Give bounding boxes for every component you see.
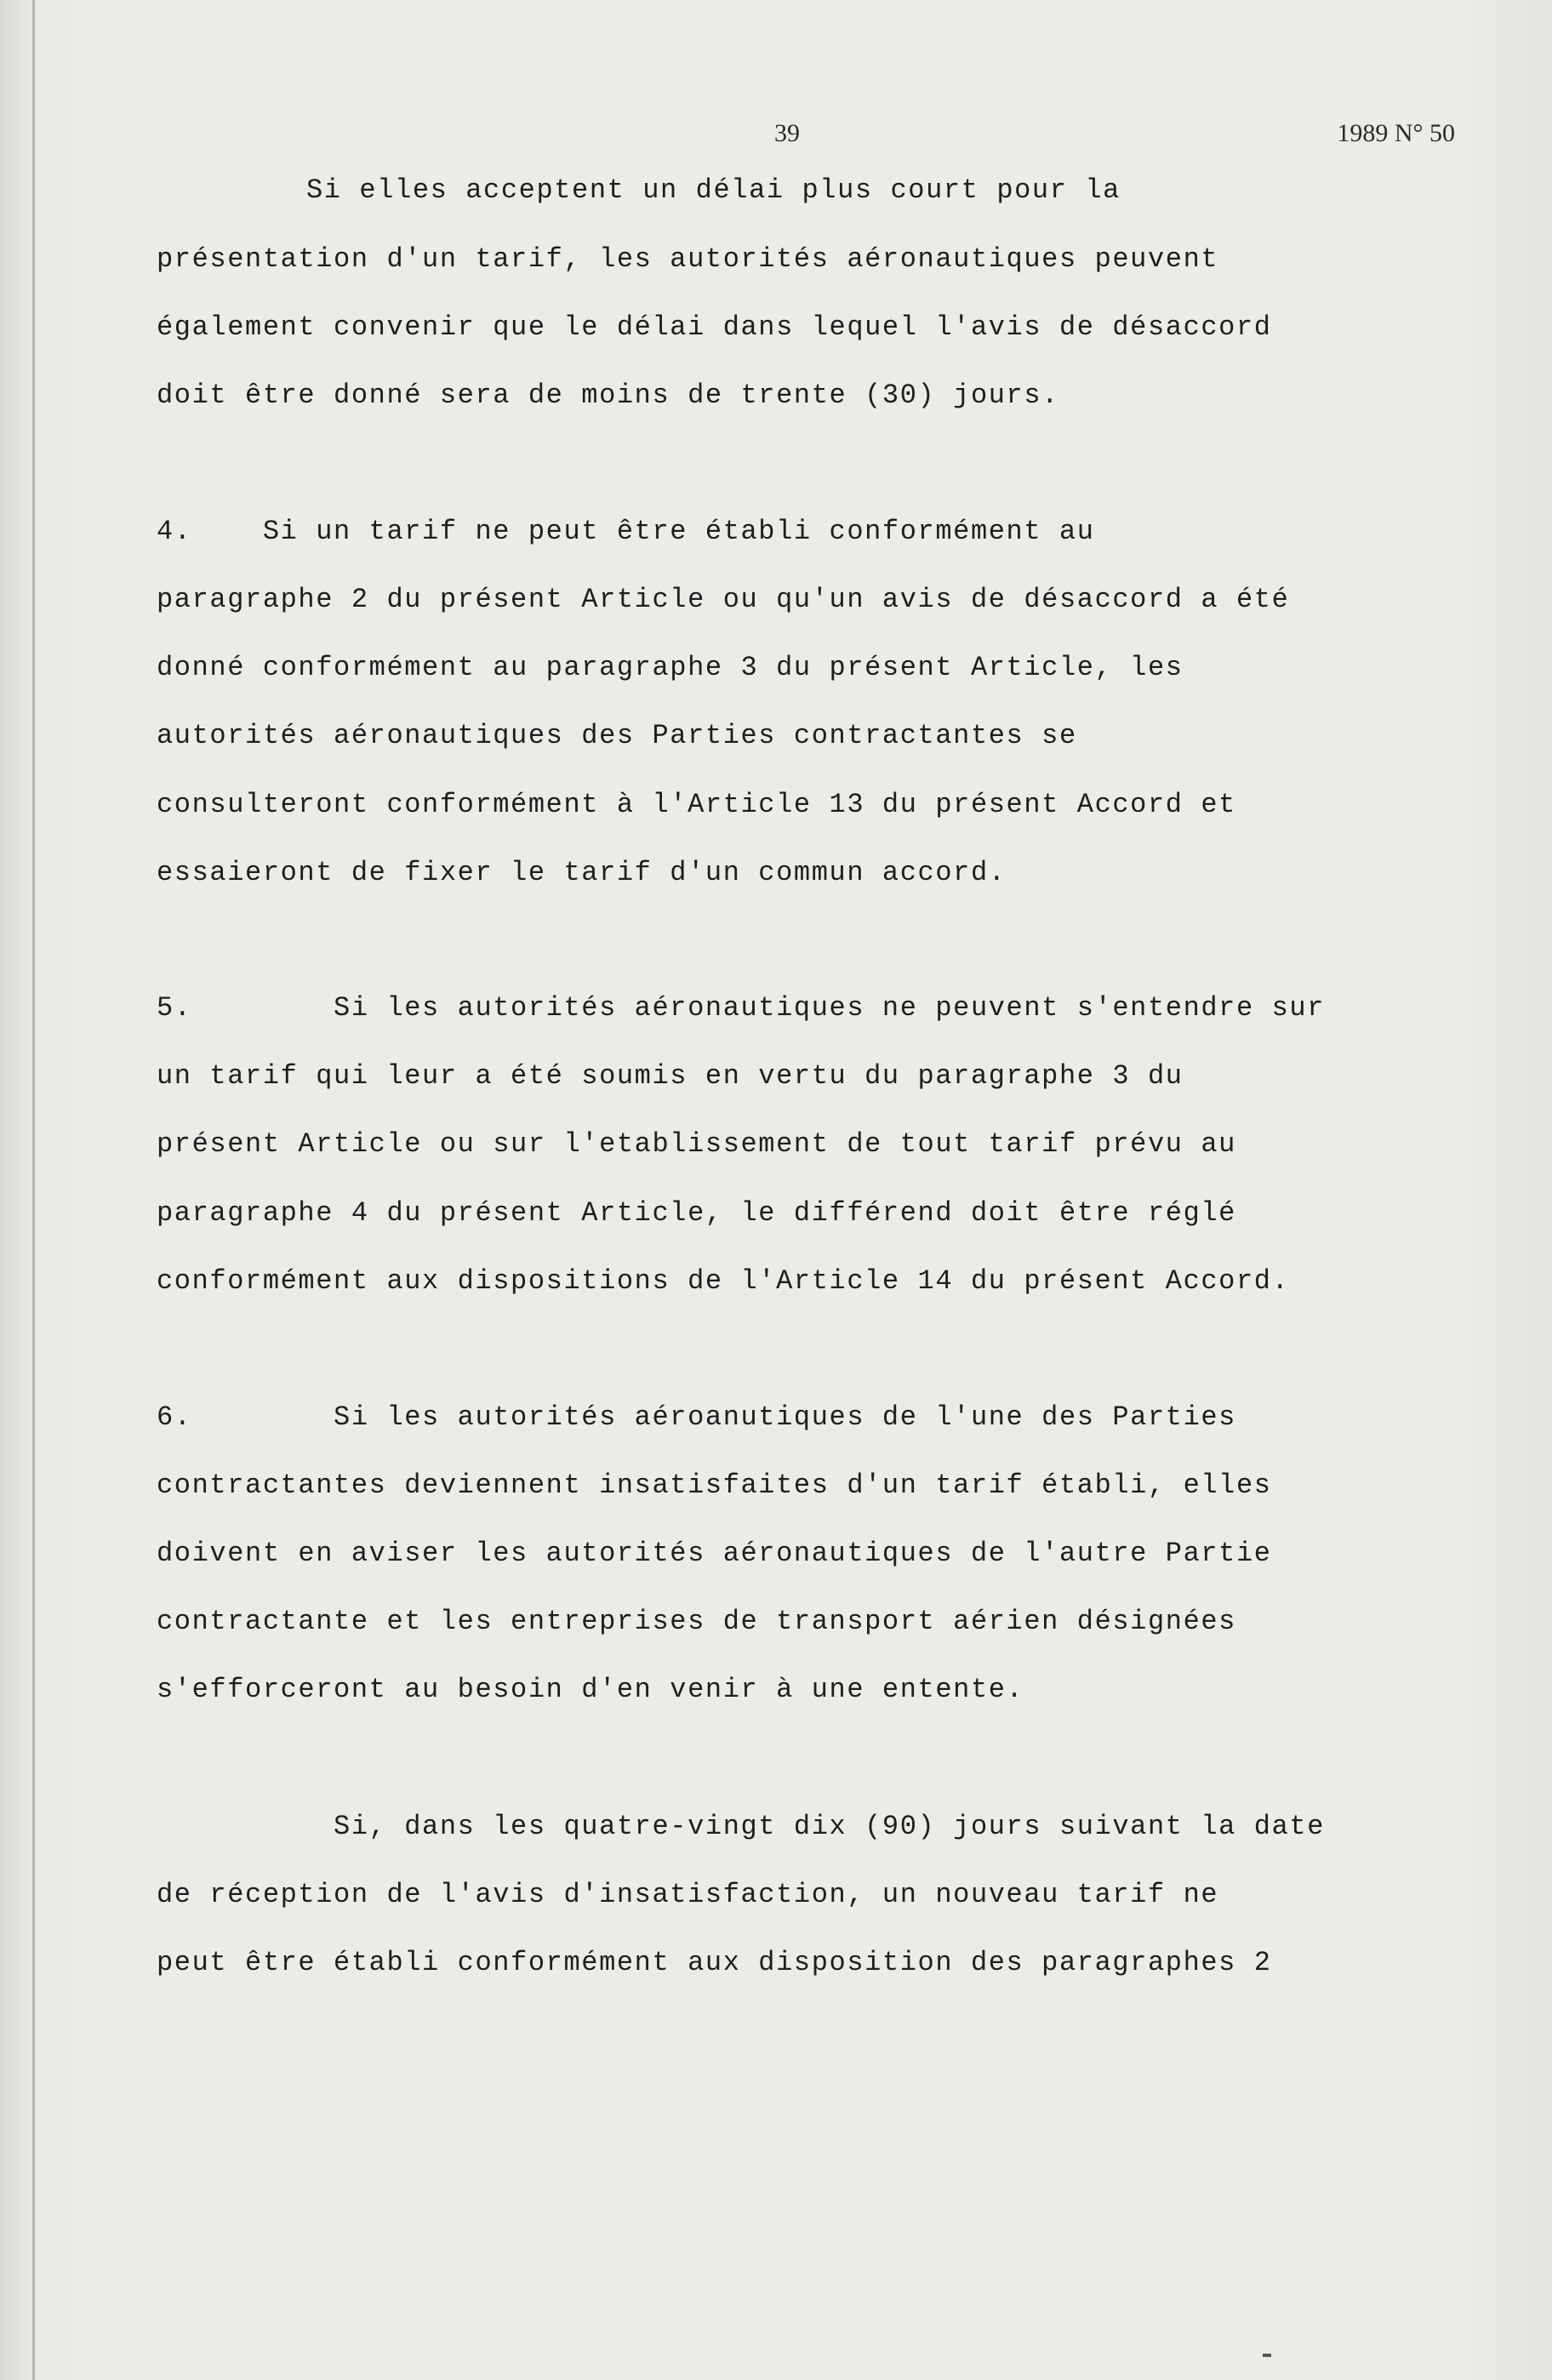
journal-reference: 1989 N° 50 xyxy=(1337,119,1455,147)
text-line: contractantes deviennent insatisfaites d'un tarif établi, elles xyxy=(157,1470,1272,1501)
scan-speck xyxy=(1263,2354,1271,2357)
text-line: autorités aéronautiques des Parties contractantes se xyxy=(157,720,1077,751)
text-line: présent Article ou sur l'etablissement de tout tarif prévu au xyxy=(157,1128,1236,1160)
text-line: paragraphe 4 du présent Article, le différend doit être réglé xyxy=(157,1197,1236,1229)
text-line: consulteront conformément à l'Article 13 du présent Accord et xyxy=(157,789,1236,820)
text-line: de réception de l'avis d'insatisfaction, un nouveau tarif ne xyxy=(157,1879,1219,1910)
text-line: s'efforceront au besoin d'en venir à une entente. xyxy=(157,1674,1024,1705)
page-number: 39 xyxy=(774,119,800,147)
text-line: doit être donné sera de moins de trente (30) jours. xyxy=(157,380,1059,411)
text-line: doivent en aviser les autorités aéronautiques de l'autre Partie xyxy=(157,1538,1272,1569)
text-line: conformément aux dispositions de l'Article 14 du présent Accord. xyxy=(157,1265,1290,1297)
paragraph-continuation-start: Si, dans les quatre-vingt dix (90) jours suivant la date xyxy=(157,1811,1326,1842)
paragraph-6-start: 6. Si les autorités aéroanutiques de l'une des Parties xyxy=(157,1401,1236,1433)
text-line: contractante et les entreprises de transport aérien désignées xyxy=(157,1606,1236,1637)
text-line: Si elles acceptent un délai plus court pour la xyxy=(306,174,1121,206)
text-line: donné conformément au paragraphe 3 du présent Article, les xyxy=(157,652,1184,683)
paragraph-4-start: 4. Si un tarif ne peut être établi conformément au xyxy=(157,516,1095,547)
text-line: un tarif qui leur a été soumis en vertu du paragraphe 3 du xyxy=(157,1060,1184,1092)
text-line: peut être établi conformément aux disposition des paragraphes 2 xyxy=(157,1947,1272,1978)
page-binding-edge xyxy=(32,0,35,2380)
text-line: présentation d'un tarif, les autorités aéronautiques peuvent xyxy=(157,243,1219,275)
text-line: paragraphe 2 du présent Article ou qu'un avis de désaccord a été xyxy=(157,584,1290,615)
paragraph-5-start: 5. Si les autorités aéronautiques ne peuvent s'entendre sur xyxy=(157,992,1326,1024)
text-line: également convenir que le délai dans lequel l'avis de désaccord xyxy=(157,311,1272,343)
text-line: essaieront de fixer le tarif d'un commun accord. xyxy=(157,857,1007,888)
